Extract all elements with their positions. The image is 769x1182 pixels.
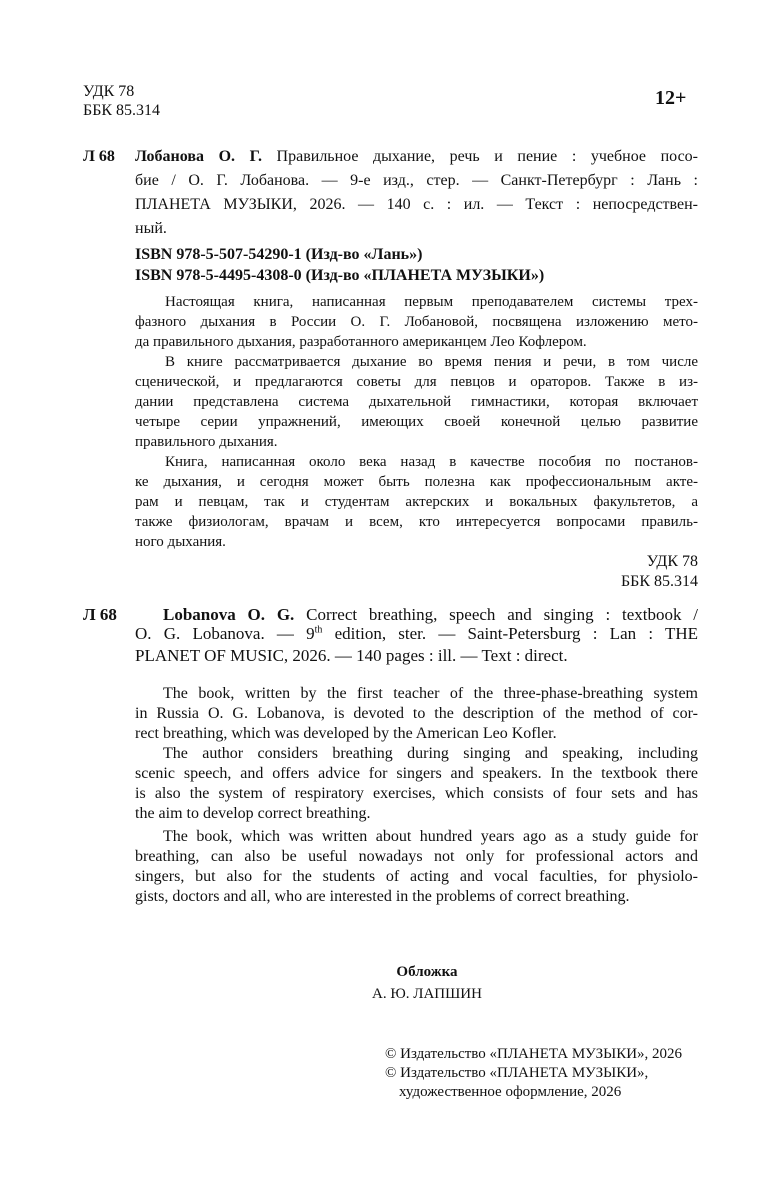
en-record-code: Л 68 [83,605,117,624]
en-record-line-2 [135,624,698,644]
copyright-line-3: художественное оформление, 2026 [399,1084,622,1100]
ru-annotation-line: ке дыхания, и сегодня может быть полезна как профессиональным акте- [135,474,698,490]
en-annotation-line: The author considers breathing during singing and speaking, including [163,745,698,762]
en-record-line-1 [163,605,698,625]
ru-annotation-line: Настоящая книга, написанная первым преподавателем системы трех- [165,294,698,310]
ru-annotation-line: да правильного дыхания, разработанного американцем Лео Кофлером. [135,334,587,350]
ru-isbn-lan: ISBN 978-5-507-54290-1 (Изд-во «Лань») [135,246,423,263]
ru-annotation-line: дании представлена система дыхательной гимнастики, которая включает [135,394,698,410]
en-annotation-line: The book, written by the first teacher of the three-phase-breathing system [163,685,698,702]
edition-ordinal-suffix: th [314,624,323,636]
ru-annotation-line: рам и певцам, так и студентам актерских и вокальных факультетов, а [135,494,698,510]
en-annotation-line: singers, but also for the students of acting and vocal faculties, for physiolo- [135,868,698,885]
ru-annotation-line: также физиологам, врачам и всем, кто интересуется вопросами правиль- [135,514,698,530]
en-annotation-line: gists, doctors and all, who are interested in the problems of correct breathing. [135,888,630,905]
header-bbk: ББК 85.314 [83,102,161,119]
ru-record-code: Л 68 [83,148,115,165]
en-annotation-line: rect breathing, which was developed by the American Leo Kofler. [135,725,557,742]
en-annotation-line: scenic speech, and offers advice for singers and speakers. In the textbook there [135,765,698,782]
header-udk: УДК 78 [83,83,135,100]
ru-annotation-line: сценической, и предлагаются советы для певцов и ораторов. Также в из- [135,374,698,390]
ru-annotation-line: Книга, написанная около века назад в качестве пособия по постанов- [165,454,698,470]
en-record-line-3: PLANET OF MUSIC, 2026. — 140 pages : ill. — Text : direct. [135,646,568,665]
ru-record-line-2: бие / О. Г. Лобанова. — 9-е изд., стер. — Санкт-Петербург : Лань : [135,172,698,189]
ru-record-bbk: ББК 85.314 [620,573,698,590]
ru-record-line-3: ПЛАНЕТА МУЗЫКИ, 2026. — 140 с. : ил. — Текст : непосредствен- [135,196,698,213]
en-record-line-2-text: O. G. Lobanova. — 9 [135,624,315,643]
cover-artist: А. Ю. ЛАПШИН [372,986,482,1002]
ru-annotation-line: ного дыхания. [135,534,226,550]
ru-annotation-line: правильного дыхания. [135,434,278,450]
ru-record-line-4: ный. [135,220,167,237]
en-annotation-line: breathing, can also be useful nowadays not only for professional actors and [135,848,698,865]
cover-heading: Обложка [396,964,458,980]
ru-annotation-line: фазного дыхания в России О. Г. Лобановой, посвящена изложению мето- [135,314,698,330]
en-annotation-line: the aim to develop correct breathing. [135,805,371,822]
age-rating-badge: 12+ [655,87,687,109]
ru-record-title: Правильное дыхание, речь и пение : учебное посо- [276,148,698,165]
en-annotation-line: The book, which was written about hundred years ago as a study guide for [163,828,698,845]
ru-record-line-1 [135,147,698,166]
en-annotation-line: in Russia O. G. Lobanova, is devoted to the description of the method of cor- [135,705,698,722]
ru-record-author: Лобанова О. Г. [135,148,262,165]
ru-record-udk: УДК 78 [646,553,698,570]
ru-isbn-planet: ISBN 978-5-4495-4308-0 (Изд-во «ПЛАНЕТА МУЗЫКИ») [135,267,545,284]
en-record-line-2-rest: edition, ster. — Saint-Petersburg : Lan : THE [322,624,698,643]
en-record-title: Correct breathing, speech and singing : textbook / [306,605,698,624]
copyright-line-2: © Издательство «ПЛАНЕТА МУЗЫКИ», [385,1065,649,1081]
ru-annotation-line: В книге рассматривается дыхание во время пения и речи, в том числе [165,354,698,370]
ru-annotation-line: четыре серии упражнений, имеющих своей конечной целью развитие [135,414,698,430]
en-record-author: Lobanova O. G. [163,605,295,624]
copyright-line-1: © Издательство «ПЛАНЕТА МУЗЫКИ», 2026 [385,1046,683,1062]
en-annotation-line: is also the system of respiratory exercises, which consists of four sets and has [135,785,698,802]
